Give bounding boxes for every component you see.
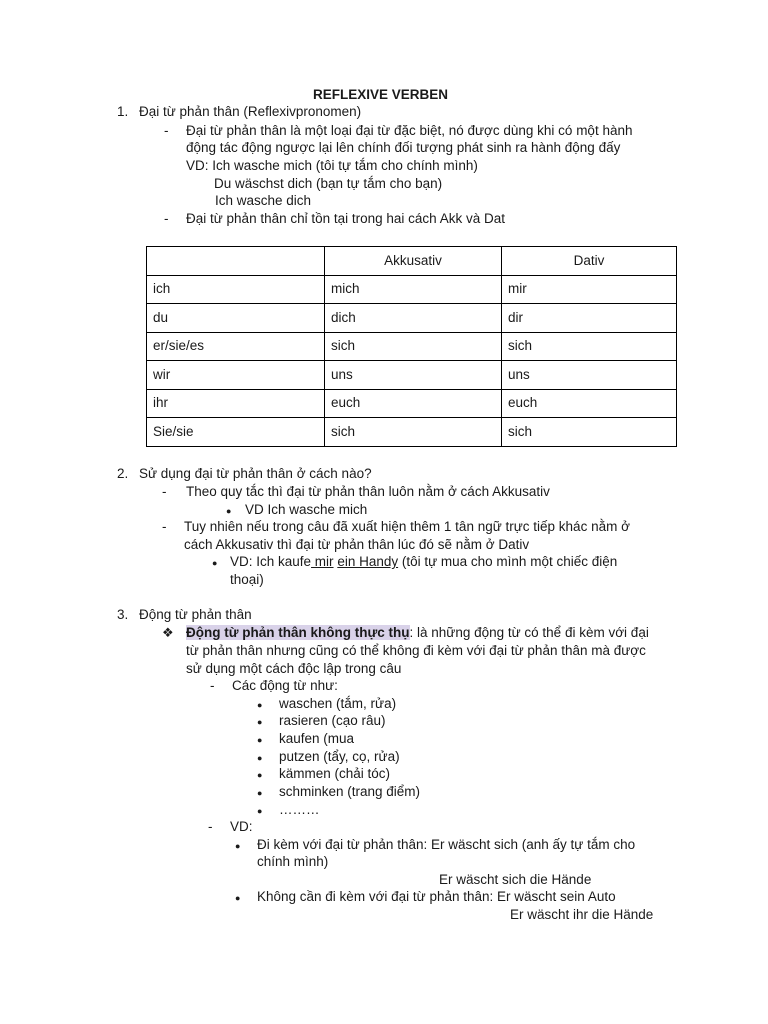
s2-bullet-2-suffix: (tôi tự mua cho mình một chiếc điện xyxy=(398,554,618,569)
verb-list-item: waschen (tắm, rửa) xyxy=(279,696,397,711)
section-2-heading: Sử dụng đại từ phản thân ở cách nào? xyxy=(139,466,372,481)
table-cell: euch xyxy=(325,389,502,418)
table-cell: sich xyxy=(325,332,502,361)
s1-example-3: Ich wasche dich xyxy=(215,193,312,208)
s3-vd-label: VD: xyxy=(230,819,253,834)
bullet-marker xyxy=(257,801,262,820)
dash-marker: - xyxy=(164,211,169,226)
s1-example-1: VD: Ich wasche mich (tôi tự tắm cho chính mình) xyxy=(186,158,478,173)
table-cell: sich xyxy=(502,418,677,447)
s3-definition-line-2: từ phản thân nhưng cũng có thể không đi kèm với đại từ phản thân mà được xyxy=(186,643,646,658)
s2-bullet-2-prefix: VD: Ich kaufe xyxy=(230,554,312,569)
table-row xyxy=(147,304,677,333)
table-cell: uns xyxy=(502,361,677,390)
dash-marker: - xyxy=(210,678,215,693)
bullet-marker xyxy=(235,888,240,907)
table-cell: ihr xyxy=(147,389,325,418)
bullet-marker xyxy=(212,553,217,572)
s3-example-a-line-2: chính mình) xyxy=(257,854,329,869)
verb-list-item: rasieren (cạo râu) xyxy=(279,713,386,728)
table-cell: mich xyxy=(325,275,502,304)
bullet-marker xyxy=(257,783,262,802)
s3-definition-line-1 xyxy=(186,624,649,642)
bullet-marker xyxy=(257,765,262,784)
table-row xyxy=(147,361,677,390)
s3-definition-text: : là những động từ có thể đi kèm với đại xyxy=(409,625,649,640)
table-cell: sich xyxy=(325,418,502,447)
verb-list-item: schminken (trang điểm) xyxy=(279,784,421,799)
table-cell: mir xyxy=(502,275,677,304)
diamond-bullet-icon: ❖ xyxy=(162,625,174,640)
s2-bullet-2-line-2: thoại) xyxy=(230,572,264,587)
s2-point-2-line-1: Tuy nhiên nếu trong câu đã xuất hiện thêm 1 tân ngữ trực tiếp khác nằm ở xyxy=(184,519,630,534)
s2-underlined-mir: mir xyxy=(311,554,334,569)
dash-marker: - xyxy=(208,819,213,834)
s2-bullet-2 xyxy=(230,553,617,571)
s3-term-highlight: Động từ phản thân không thực thụ xyxy=(186,625,410,640)
dash-marker: - xyxy=(162,484,167,499)
table-cell: wir xyxy=(147,361,325,390)
s2-point-1: Theo quy tắc thì đại từ phản thân luôn nằm ở cách Akkusativ xyxy=(186,484,550,499)
verb-list-item: kaufen (mua xyxy=(279,731,355,746)
table-cell: er/sie/es xyxy=(147,332,325,361)
table-cell: dich xyxy=(325,304,502,333)
s3-example-b-line-1: Không cần đi kèm với đại từ phản thân: Er wäscht sein Auto xyxy=(257,889,616,904)
table-cell: uns xyxy=(325,361,502,390)
table-cell: du xyxy=(147,304,325,333)
verb-list-item: kämmen (chải tóc) xyxy=(279,766,391,781)
bullet-marker xyxy=(257,730,262,749)
section-1-number: 1. xyxy=(117,104,129,119)
s2-underlined-ein-handy: ein Handy xyxy=(337,554,399,569)
table-cell: euch xyxy=(502,389,677,418)
table-cell: ich xyxy=(147,275,325,304)
s1-point-1-line-1: Đại từ phản thân là một loại đại từ đặc biệt, nó được dùng khi có một hành xyxy=(186,123,633,138)
s3-example-a-line-1: Đi kèm với đại từ phản thân: Er wäscht sich (anh ấy tự tắm cho xyxy=(257,837,636,852)
s3-example-b-line-2: Er wäscht ihr die Hände xyxy=(510,907,654,922)
bullet-marker xyxy=(257,712,262,731)
table-row xyxy=(147,275,677,304)
section-3-heading: Động từ phản thân xyxy=(139,607,252,622)
s1-point-1-line-2: động tác động ngược lại lên chính đối tượng phát sinh ra hành động đấy xyxy=(186,140,621,155)
dash-marker: - xyxy=(162,519,167,534)
section-3-number: 3. xyxy=(117,607,129,622)
section-1-heading: Đại từ phản thân (Reflexivpronomen) xyxy=(139,104,362,119)
table-row xyxy=(147,332,677,361)
page-title: REFLEXIVE VERBEN xyxy=(313,87,449,102)
bullet-marker xyxy=(235,836,240,855)
s3-example-a-line-3: Er wäscht sich die Hände xyxy=(439,872,592,887)
s3-list-heading: Các động từ như: xyxy=(232,678,338,693)
table-header-cell: Dativ xyxy=(502,247,677,276)
verb-list-item: ……… xyxy=(279,802,320,817)
verb-list-item: putzen (tẩy, cọ, rửa) xyxy=(279,749,400,764)
table-cell: Sie/sie xyxy=(147,418,325,447)
table-header-row xyxy=(147,247,677,276)
dash-marker: - xyxy=(164,123,169,138)
table-header-cell xyxy=(147,247,325,276)
table-header-cell: Akkusativ xyxy=(325,247,502,276)
table-row xyxy=(147,389,677,418)
reflexive-pronoun-table xyxy=(146,246,677,447)
s1-example-2: Du wäschst dich (bạn tự tắm cho bạn) xyxy=(214,176,443,191)
table-cell: sich xyxy=(502,332,677,361)
s2-point-2-line-2: cách Akkusativ thì đại từ phản thân lúc đó sẽ nằm ở Dativ xyxy=(184,537,530,552)
section-2-number: 2. xyxy=(117,466,129,481)
s2-bullet-1: VD Ich wasche mich xyxy=(245,502,368,517)
table-row xyxy=(147,418,677,447)
s1-point-2: Đại từ phản thân chỉ tồn tại trong hai cách Akk và Dat xyxy=(186,211,505,226)
table-cell: dir xyxy=(502,304,677,333)
s3-definition-line-3: sử dụng một cách độc lập trong câu xyxy=(186,661,402,676)
